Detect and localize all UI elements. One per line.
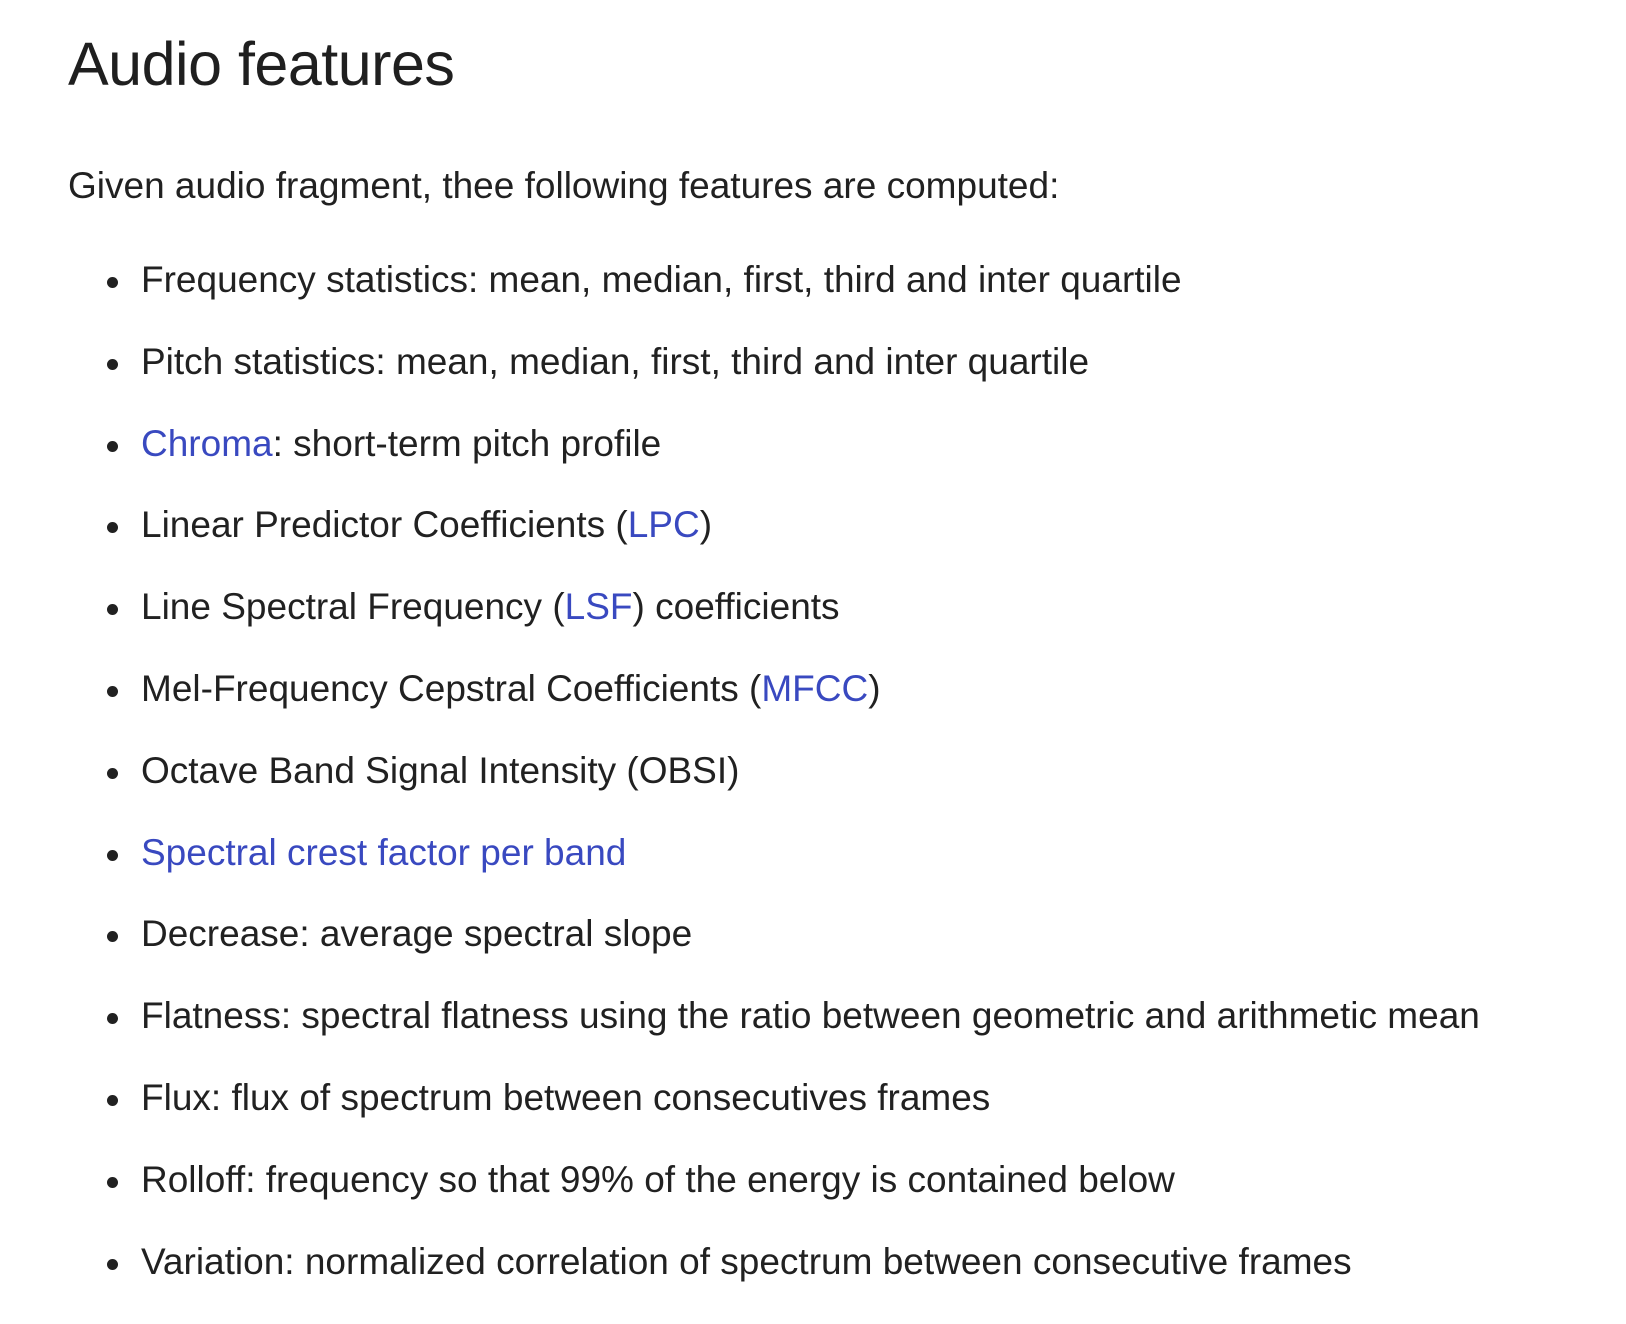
item-text: Variation: normalized correlation of spectrum between consecutive frames [141,1240,1352,1282]
list-item [68,501,1626,583]
item-text: Frequency statistics: mean, median, first, third and inter quartile [141,259,1182,300]
item-text-before: Linear Predictor Coefficients ( [141,504,628,546]
lpc-link[interactable]: LPC [627,504,700,546]
list-item [68,1156,1626,1238]
list-item [68,1238,1626,1320]
lsf-link[interactable]: LSF [564,586,633,628]
chroma-link[interactable]: Chroma [141,422,273,464]
list-item [68,747,1626,829]
spectral-crest-factor-link[interactable]: Spectral crest factor per band [141,831,627,873]
item-text-after: ) [868,667,881,709]
page-title: Audio features [68,30,455,98]
list-item [68,256,1626,338]
list-item [68,665,1626,747]
item-text: Decrease: average spectral slope [141,913,693,955]
list-item [68,420,1626,502]
item-text: Rolloff: frequency so that 99% of the energy is contained below [141,1158,1175,1200]
item-text-after: : short-term pitch profile [272,422,662,464]
item-text: Flux: flux of spectrum between consecutives frames [141,1076,991,1118]
item-text-after: ) coefficients [632,586,840,628]
list-item [68,583,1626,665]
feature-list [68,256,1626,1319]
list-item [68,910,1626,992]
item-text: Pitch statistics: mean, median, first, third and inter quartile [141,340,1090,382]
item-text-before: Mel-Frequency Cepstral Coefficients ( [141,667,762,709]
item-text: Octave Band Signal Intensity (OBSI) [141,749,740,791]
mfcc-link[interactable]: MFCC [761,667,869,709]
list-item [68,1074,1626,1156]
item-text-before: Line Spectral Frequency ( [141,586,565,628]
list-item [68,338,1626,420]
item-text-after: ) [699,504,713,546]
intro-text: Given audio fragment, thee following features are computed: [68,165,1060,206]
list-item [68,992,1626,1074]
list-item [68,829,1626,911]
item-text: Flatness: spectral flatness using the ratio between geometric and arithmetic mean [141,995,1480,1037]
